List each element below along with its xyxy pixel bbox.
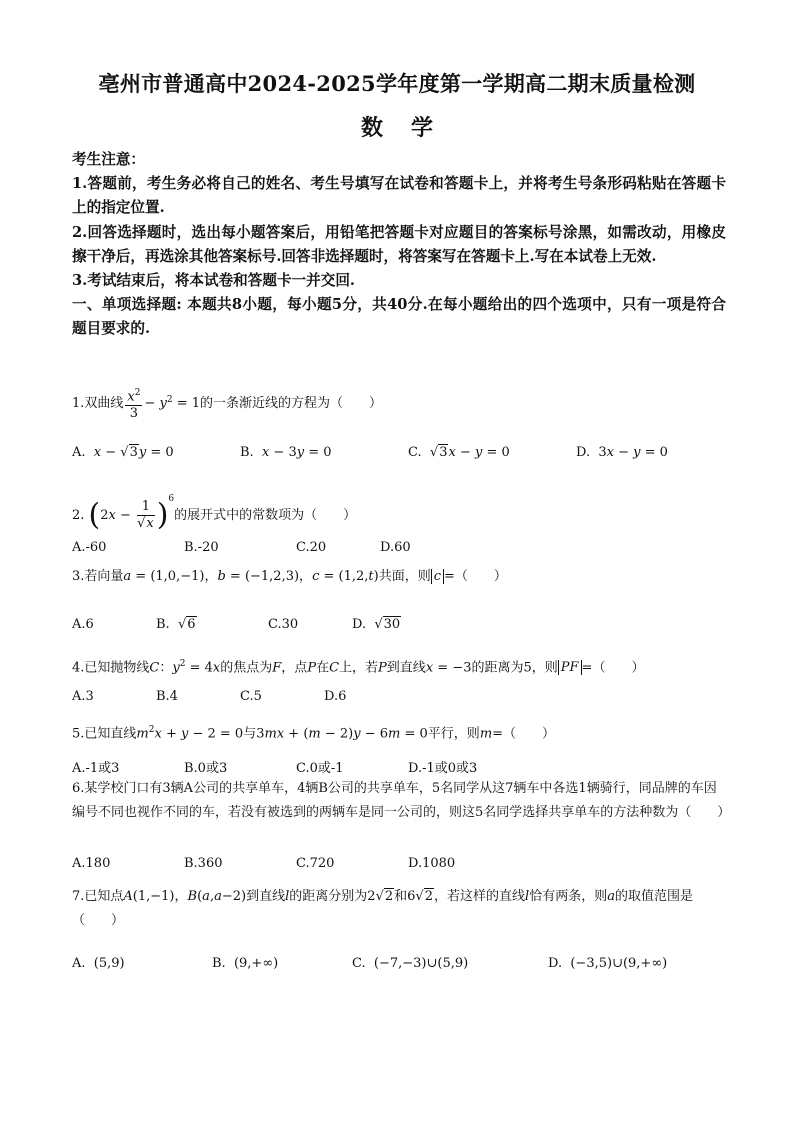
- notice-item-1: 1.答题前，考生务必将自己的姓名、考生号填写在试卷和答题卡上，并将考生号条形码粘贴在答题卡上的指定位置.: [72, 175, 726, 217]
- question-7: 7.已知点A(1,−1)，B(a,a−2)到直线l的距离分别为2√2和6√2，若这样的直线l恰有两条，则a的取值范围是（ ）: [72, 889, 693, 928]
- q6-option-a: A.180: [72, 856, 111, 871]
- q6-option-b: B.360: [184, 856, 223, 871]
- q7-option-d: D. (−3,5)∪(9,+∞): [548, 956, 668, 971]
- subject-heading: [0, 111, 794, 142]
- q4-option-d: D.6: [324, 689, 347, 704]
- q7-option-c: C. (−7,−3)∪(5,9): [352, 956, 469, 971]
- q7-option-a: A. (5,9): [72, 956, 125, 971]
- exam-notice: [72, 148, 726, 342]
- notice-heading: 考生注意：: [72, 151, 145, 168]
- q1-option-d: D. 3x − y = 0: [576, 445, 668, 460]
- q1-option-b: B. x − 3y = 0: [240, 445, 332, 460]
- question-1: 1.双曲线 $\frac{x^2}{3}$ − $y^2 = 1$的一条渐近线的方程为（ ）: [72, 385, 732, 422]
- subject-char-1: 数: [360, 115, 383, 141]
- q5-options: [72, 757, 732, 777]
- q4-option-b: B.4: [156, 689, 178, 704]
- question-2: 2. (2x − $\frac{1}{√x}$ )$^6$的展开式中的常数项为（ ）: [72, 494, 357, 533]
- q6-options: [72, 856, 732, 876]
- q7-options: [72, 956, 732, 976]
- q3-mid: 共面，则: [378, 569, 431, 584]
- q3-option-b: B. √6: [156, 617, 196, 632]
- notice-item-3: 3.考试结束后，将本试卷和答题卡一并交回.: [72, 272, 356, 290]
- q3-options: [72, 617, 732, 637]
- q5-option-c: C.0或-1: [296, 761, 344, 776]
- q6-option-c: C.720: [296, 856, 335, 871]
- question-4: 4.已知抛物线C：$y^2 = 4x$的焦点为F，点P在C上，若P到直线x = −3的距离为5，则 PF =（ ）: [72, 659, 645, 676]
- q2-option-c: C.20: [296, 540, 327, 555]
- q1-option-a: A. x − √3y = 0: [72, 445, 174, 460]
- q5-option-b: B.0或3: [184, 761, 228, 776]
- q6-option-d: D.1080: [408, 856, 456, 871]
- q3-option-d: D. √30: [352, 617, 401, 632]
- q1-fraction: $\frac{x^2}{3}$: [125, 385, 142, 422]
- q2-suffix: 的展开式中的常数项为（ ）: [174, 508, 357, 523]
- q3-option-c: C.30: [268, 617, 299, 632]
- q1-option-c: C. √3x − y = 0: [408, 445, 510, 460]
- q7-option-b: B. (9,+∞): [212, 956, 279, 971]
- q1-prefix: 1.双曲线: [72, 396, 124, 412]
- notice-item-2: 2.回答选择题时，选出每小题答案后，用铅笔把答题卡对应题目的答案标号涂黑，如需改动，用橡皮擦干净后，再选涂其他答案标号.回答非选择题时，将答案写在答题卡上.写在本试卷上无效.: [72, 223, 726, 265]
- q2-option-d: D.60: [380, 540, 411, 555]
- q2-options: [72, 540, 732, 560]
- q4-options: [72, 689, 732, 709]
- exam-title: 亳州市普通高中2024-2025学年度第一学期高二期末质量检测: [98, 71, 696, 96]
- q1-options: [72, 445, 732, 465]
- section-heading: 一、单项选择题: 本题共8小题，每小题5分，共40分.在每小题给出的四个选项中，只有一项是符合题目要求的.: [72, 296, 726, 338]
- q5-option-a: A.-1或3: [72, 761, 120, 776]
- q3-option-a: A.6: [72, 617, 94, 632]
- q5-option-d: D.-1或0或3: [408, 761, 478, 776]
- q4-option-a: A.3: [72, 689, 94, 704]
- question-3: 3.若向量a = (1,0,−1)，b = (−1,2,3)，c = (1,2,t)共面，则 c =（ ）: [72, 569, 507, 584]
- subject-char-2: 学: [411, 115, 434, 141]
- q3-suffix: =（ ）: [444, 569, 507, 584]
- q2-prefix: 2.: [72, 508, 85, 523]
- q4-option-c: C.5: [240, 689, 262, 704]
- q3-prefix: 3.若向量: [72, 569, 124, 584]
- question-5: 5.已知直线$m^2x + y - 2 = 0$与3mx + (m − 2)y − 6m = 0平行，则m=（ ）: [72, 725, 556, 742]
- q2-option-b: B.-20: [184, 540, 219, 555]
- question-6: 6.某学校门口有3辆A公司的共享单车，4辆B公司的共享单车，5名同学从这7辆车中各选1辆骑行，同品牌的车因编号不同也视作不同的车，若没有被选到的两辆车是同一公司的，则这5名同学选择共享单车的方法种数为（ ）: [72, 781, 731, 820]
- q2-option-a: A.-60: [72, 540, 107, 555]
- q1-suffix: 的一条渐近线的方程为（ ）: [200, 396, 383, 412]
